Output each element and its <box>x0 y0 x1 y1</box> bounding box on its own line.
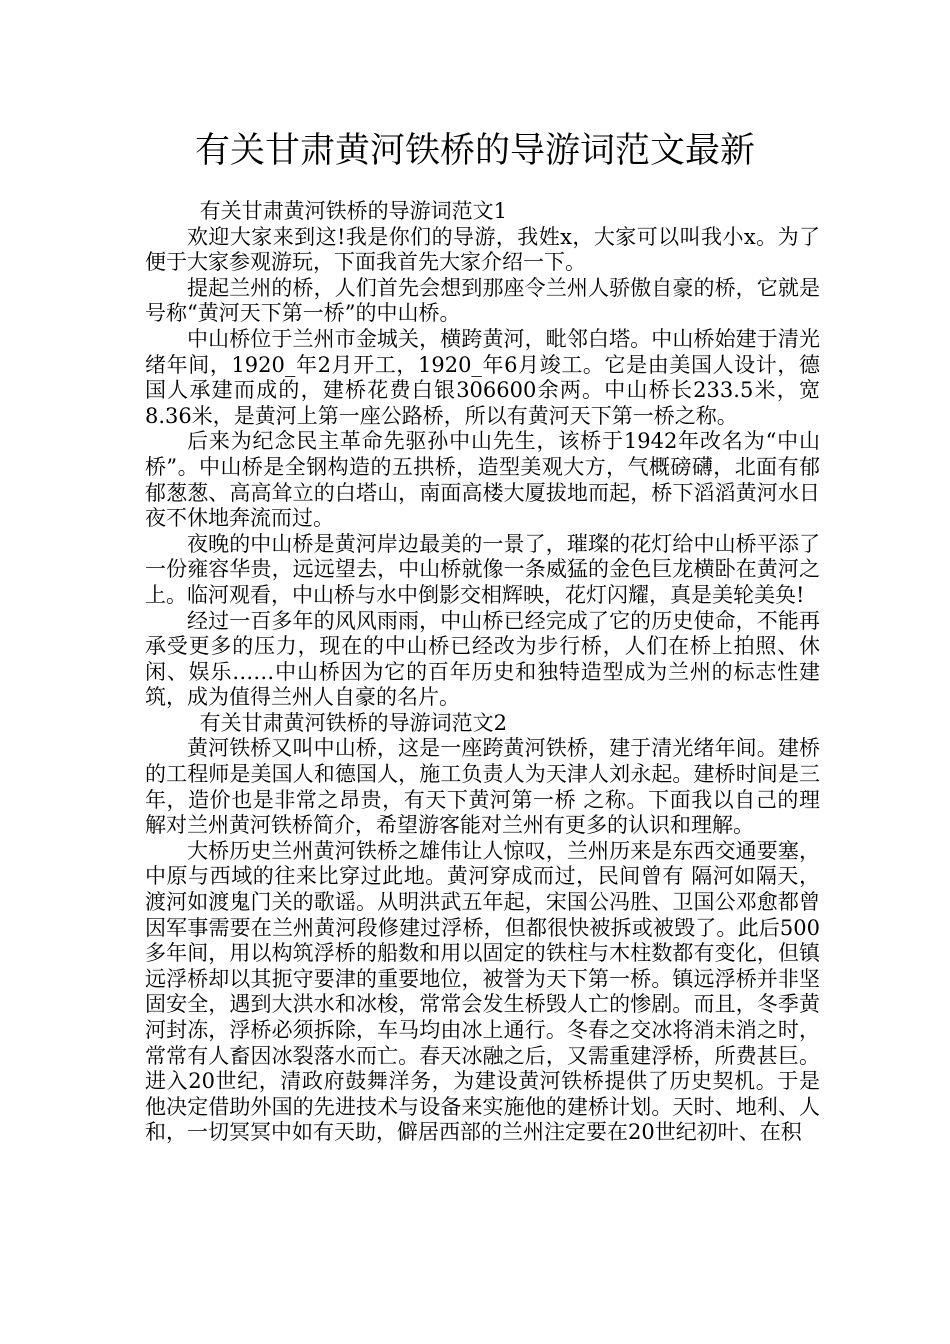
paragraph: 中山桥位于兰州市金城关，横跨黄河，毗邻白塔。中山桥始建于清光绪年间，1920_年2月开工，1920_年6月竣工。它是由美国人设计，德国人承建而成的，建桥花费白银306600余两。中山桥长233.5米，宽8.36米，是黄河上第一座公路桥，所以有黄河天下第一桥之称。 <box>145 326 820 428</box>
paragraph: 大桥历史兰州黄河铁桥之雄伟让人惊叹，兰州历来是东西交通要塞，中原与西域的往来比穿过此地。黄河穿成而过，民间曾有 隔河如隔天，渡河如渡鬼门关的歌谣。从明洪武五年起，宋国公冯胜、卫国公邓愈都曾因军事需要在兰州黄河段修建过浮桥，但都很快被拆或被毁了。此后500多年间，用以构筑浮桥的船数和用以固定的铁柱与木柱数都有变化，但镇远浮桥却以其扼守要津的重要地位，被誉为天下第一桥。镇远浮桥并非坚固安全，遇到大洪水和冰梭，常常会发生桥毁人亡的惨剧。而且，冬季黄河封冻，浮桥必须拆除，车马均由冰上通行。冬春之交冰将消未消之时，常常有人畜因冰裂落水而亡。春天冰融之后，又需重建浮桥，所费甚巨。进入20世纪，清政府鼓舞洋务，为建设黄河铁桥提供了历史契机。于是他决定借助外国的先进技术与设备来实施他的建桥计划。天时、地利、人和，一切冥冥中如有天助，僻居西部的兰州注定要在20世纪初叶、在积 <box>145 838 820 1145</box>
paragraph: 欢迎大家来到这!我是你们的导游，我姓x，大家可以叫我小x。为了便于大家参观游玩，下面我首先大家介绍一下。 <box>145 224 820 275</box>
paragraph: 黄河铁桥又叫中山桥，这是一座跨黄河铁桥，建于清光绪年间。建桥的工程师是美国人和德国人，施工负责人为天津人刘永起。建桥时间是三年，造价也是非常之昂贵，有天下黄河第一桥 之称。下面我以自己的理解对兰州黄河铁桥简介，希望游客能对兰州有更多的认识和理解。 <box>145 736 820 838</box>
section-heading-1: 有关甘肃黄河铁桥的导游词范文1 <box>199 199 507 223</box>
paragraph: 提起兰州的桥，人们首先会想到那座令兰州人骄傲自豪的桥，它就是号称“黄河天下第一桥”的中山桥。 <box>145 275 820 326</box>
document-title: 有关甘肃黄河铁桥的导游词范文最新 <box>194 131 755 171</box>
paragraph: 经过一百多年的风风雨雨，中山桥已经完成了它的历史使命，不能再承受更多的压力，现在的中山桥已经改为步行桥，人们在桥上拍照、休闲、娱乐……中山桥因为它的百年历史和独特造型成为兰州的标志性建筑，成为值得兰州人自豪的名片。 <box>145 608 820 710</box>
paragraph: 夜晚的中山桥是黄河岸边最美的一景了，璀璨的花灯给中山桥平添了一份雍容华贵，远远望去，中山桥就像一条威猛的金色巨龙横卧在黄河之上。临河观看，中山桥与水中倒影交相辉映，花灯闪耀，真是美轮美奂! <box>145 531 820 607</box>
section-heading-2: 有关甘肃黄河铁桥的导游词范文2 <box>199 710 507 735</box>
document-body <box>145 199 820 1146</box>
paragraph: 后来为纪念民主革命先驱孙中山先生，该桥于1942年改名为“中山桥”。中山桥是全钢构造的五拱桥，造型美观大方，气概磅礴，北面有郁郁葱葱、高高耸立的白塔山，南面高楼大厦拔地而起，桥下滔滔黄河水日夜不休地奔流而过。 <box>145 429 820 531</box>
